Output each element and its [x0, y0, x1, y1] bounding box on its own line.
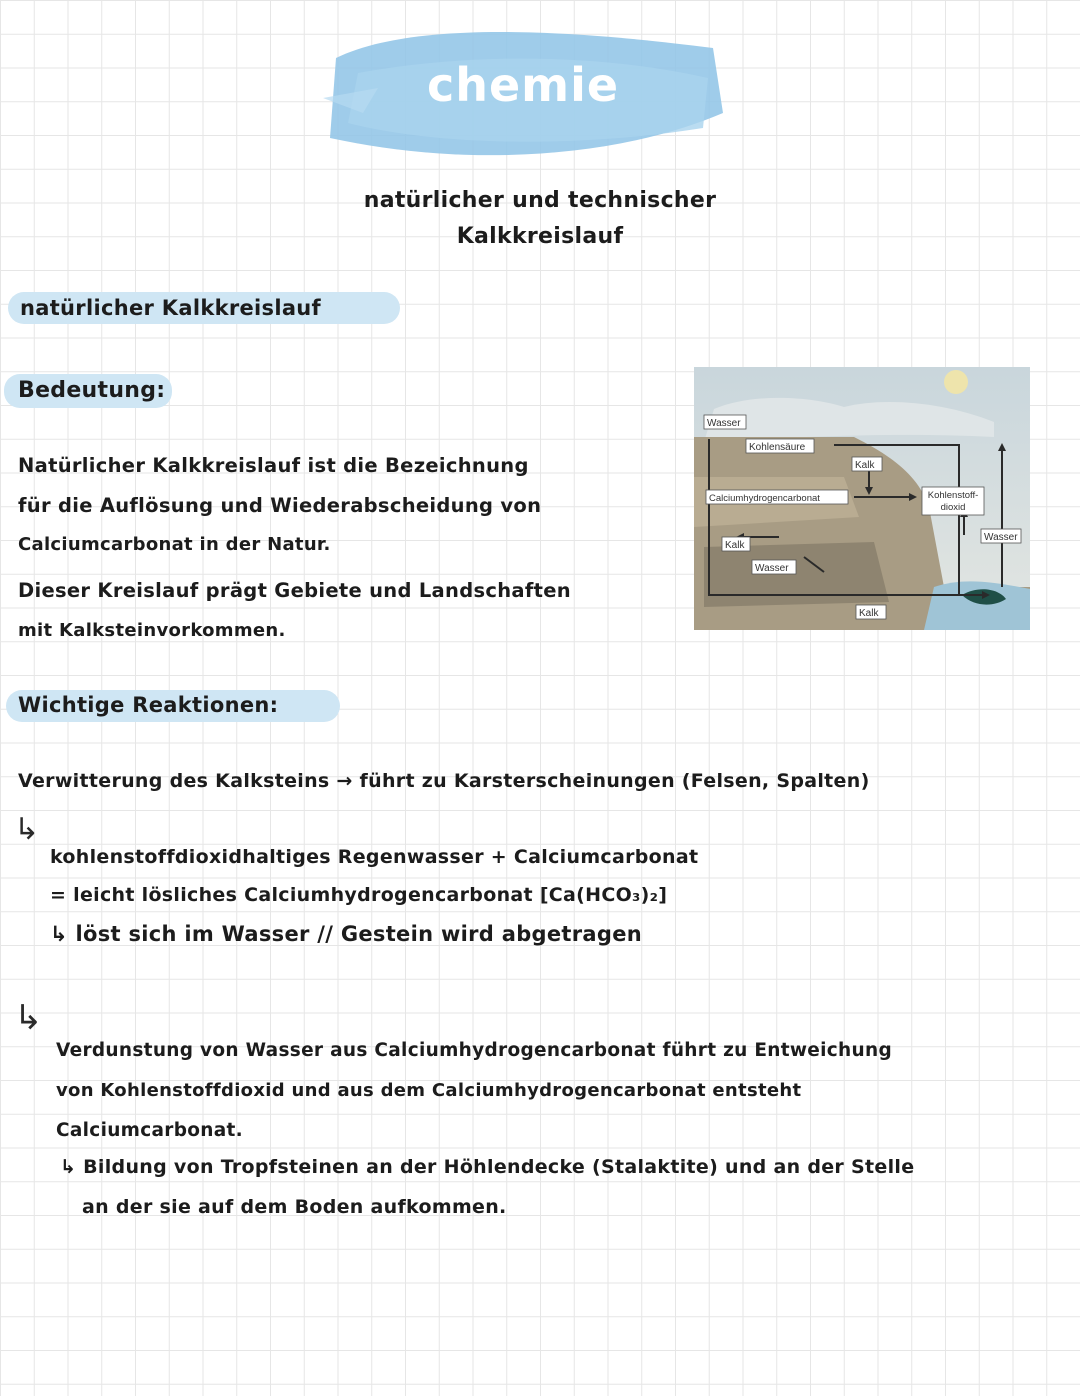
page-title: chemie — [426, 58, 620, 112]
diagram-label-calciumhydrogencarbonat: Calciumhydrogencarbonat — [709, 493, 820, 504]
reaction-2-line-5: an der sie auf dem Boden aufkommen. — [82, 1196, 507, 1218]
reaction-1-line-3: ↳ löst sich im Wasser // Gestein wird abgetragen — [50, 922, 643, 946]
diagram-label-kohlenstoffdioxid-2: dioxid — [940, 502, 966, 513]
diagram-label-kalk-top: Kalk — [855, 460, 875, 471]
bedeutung-heading: Bedeutung: — [18, 378, 166, 403]
diagram-label-wasser-mid: Wasser — [755, 563, 789, 574]
reaktionen-heading: Wichtige Reaktionen: — [18, 693, 279, 717]
kalkkreislauf-diagram — [694, 367, 1030, 630]
reaction-2-arrow-icon: ↳ — [14, 998, 43, 1038]
section-heading: natürlicher Kalkkreislauf — [20, 296, 321, 320]
subtitle-line-1: natürlicher und technischer — [363, 188, 717, 213]
bedeutung-line-4: Dieser Kreislauf prägt Gebiete und Landschaften — [18, 579, 571, 602]
bedeutung-line-5: mit Kalksteinvorkommen. — [18, 620, 286, 641]
verwitterung-line: Verwitterung des Kalksteins → führt zu Karsterscheinungen (Felsen, Spalten) — [18, 770, 870, 792]
reaction-1-arrow-icon: ↳ — [14, 812, 40, 847]
diagram-label-wasser-top: Wasser — [707, 418, 741, 429]
diagram-label-wasser-right: Wasser — [984, 532, 1018, 543]
bedeutung-line-2: für die Auflösung und Wiederabscheidung von — [18, 494, 542, 517]
reaction-1-line-2 — [50, 884, 667, 906]
diagram-label-kalk-left: Kalk — [725, 540, 745, 551]
bedeutung-line-1: Natürlicher Kalkkreislauf ist die Bezeichnung — [18, 454, 529, 477]
reaction-2-line-3: Calciumcarbonat. — [56, 1120, 244, 1141]
subtitle-line-2: Kalkkreislauf — [456, 224, 624, 249]
reaction-2-line-4: ↳ Bildung von Tropfsteinen an der Höhlendecke (Stalaktite) und an der Stelle — [60, 1156, 915, 1178]
diagram-label-kalk-bottom: Kalk — [859, 608, 879, 619]
reaction-1-line-1: kohlenstoffdioxidhaltiges Regenwasser + Calciumcarbonat — [50, 846, 699, 868]
reaction-2-line-2: von Kohlenstoffdioxid und aus dem Calciumhydrogencarbonat entsteht — [56, 1080, 802, 1101]
reaction-2-line-1: Verdunstung von Wasser aus Calciumhydrogencarbonat führt zu Entweichung — [56, 1040, 893, 1061]
diagram-label-kohlensaeure: Kohlensäure — [749, 442, 806, 453]
reaction-1-formula: [Ca(HCO₃)₂] — [539, 884, 668, 906]
bedeutung-line-3: Calciumcarbonat in der Natur. — [18, 534, 331, 555]
diagram-label-kohlenstoffdioxid-1: Kohlenstoff- — [927, 490, 979, 501]
reaction-1-line-2-text: = leicht lösliches Calciumhydrogencarbonat — [50, 884, 533, 906]
